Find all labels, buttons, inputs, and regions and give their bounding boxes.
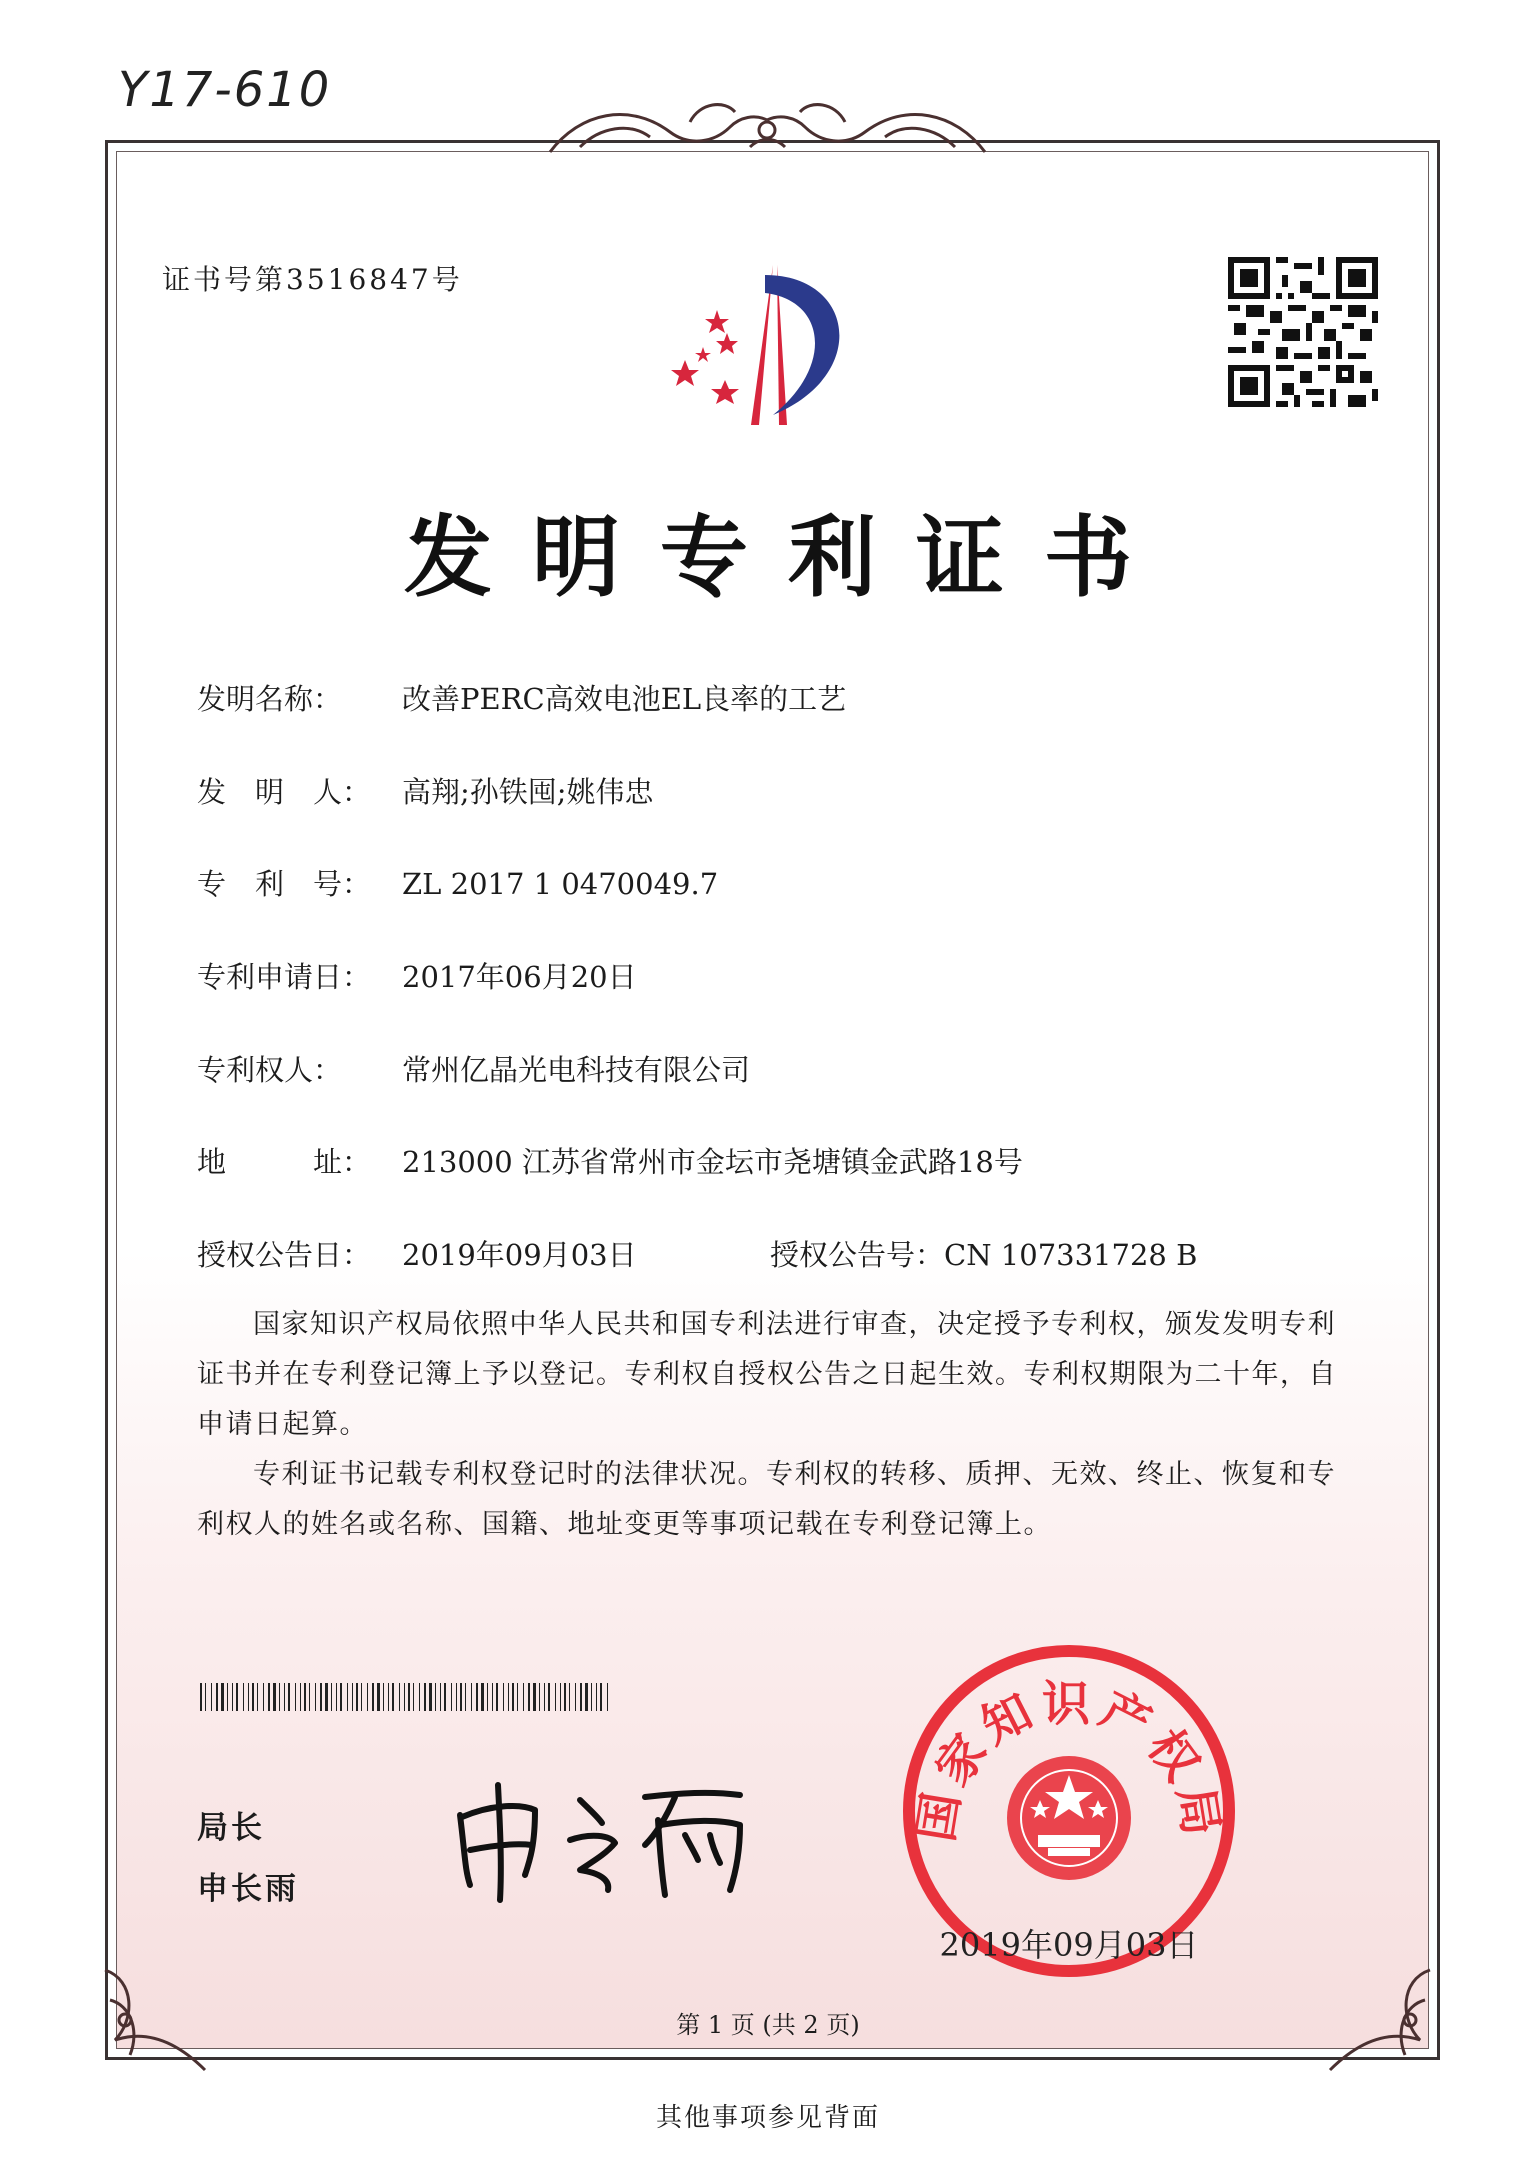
seal-text: 国家知识产权局 [907,1676,1231,1846]
certificate-number: 证书号第3516847号 [162,263,463,296]
field-label: 发明名称： [197,682,343,716]
field-label: 专 利 号： [197,867,372,901]
field-value: 213000 江苏省常州市金坛市尧塘镇金武路18号 [402,1145,1023,1179]
page-number: 第 1 页 (共 2 页) [676,2011,860,2039]
director-name: 申长雨 [197,1871,299,1907]
field-value: 高翔;孙铁囤;姚伟忠 [402,775,654,809]
director-signature [440,1775,770,1905]
field-value: CN 107331728 B [944,1238,1198,1272]
cnipa-emblem-icon [655,255,885,435]
certificate-statement [197,1300,1342,1550]
field-label: 地 址： [197,1145,372,1179]
handwritten-note: Y17-610 [118,62,332,118]
field-value: 常州亿晶光电科技有限公司 [402,1053,751,1087]
field-invention-name [197,677,846,718]
top-ornament [540,92,995,172]
field-label: 授权公告日： [197,1238,372,1272]
back-side-note: 其他事项参见背面 [655,2103,880,2133]
field-address [197,1140,1023,1181]
field-grant-announcement-number [770,1233,1197,1274]
field-label: 授权公告号： [770,1238,945,1272]
field-application-date [197,955,637,996]
field-value: 2017年06月20日 [402,960,637,994]
paragraph-2: 专利证书记载专利权登记时的法律状况。专利权的转移、质押、无效、终止、恢复和专利权人的姓名或名称、国籍、地址变更等事项记载在专利登记簿上。 [197,1459,1336,1540]
field-value: 改善PERC高效电池EL良率的工艺 [402,682,847,716]
field-grant-date [197,1233,637,1274]
director-title: 局长 [197,1810,265,1846]
field-label: 专利申请日： [197,960,372,994]
document-title: 发明专利证书 [403,506,1172,609]
field-patentee [197,1048,750,1089]
field-label: 发 明 人： [197,775,372,809]
field-inventors [197,770,654,811]
field-value: ZL 2017 1 0470049.7 [402,867,719,901]
field-value: 2019年09月03日 [402,1238,637,1272]
barcode-icon [200,1683,612,1711]
qr-code-icon [1228,257,1378,407]
seal-date: 2019年09月03日 [939,1926,1199,1964]
field-patent-number [197,862,718,903]
paragraph-1: 国家知识产权局依照中华人民共和国专利法进行审查，决定授予专利权，颁发发明专利证书并在专利登记簿上予以登记。专利权自授权公告之日起生效。专利权期限为二十年，自申请日起算。 [197,1309,1337,1440]
field-label: 专利权人： [197,1053,343,1087]
